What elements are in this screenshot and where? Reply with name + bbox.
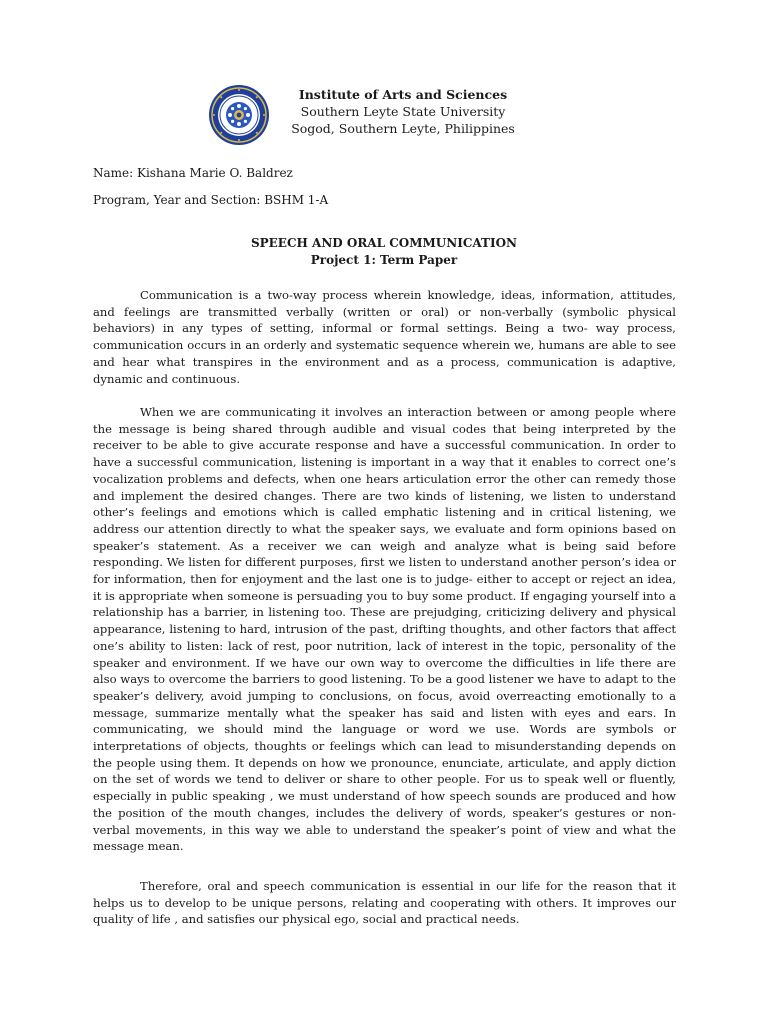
student-program: Program, Year and Section: BSHM 1-A xyxy=(93,193,329,207)
letterhead xyxy=(208,84,515,146)
letterhead-text xyxy=(288,86,518,137)
course-title: SPEECH AND ORAL COMMUNICATION xyxy=(250,236,518,250)
university-location: Sogod, Southern Leyte, Philippines xyxy=(291,121,515,136)
document-titles xyxy=(0,235,768,269)
project-title: Project 1: Term Paper xyxy=(310,253,458,267)
university-seal-icon xyxy=(208,84,270,146)
paragraph-1: Communication is a two-way process wherein knowledge, ideas, information, attitudes, and feelings are transmitted verbally (written or oral) or non-verbally (symbolic physical behaviors) in any types of setting, informal or formal settings. Being a two- way process, communication occurs in an orderly and systematic sequence wherein we, humans are able to see and hear what transpires in the environment and as a process, communication is adaptive, dynamic and continuous. xyxy=(93,288,676,386)
institute-name: Institute of Arts and Sciences xyxy=(298,87,508,102)
student-name: Name: Kishana Marie O. Baldrez xyxy=(93,166,293,180)
paragraph-3: Therefore, oral and speech communication is essential in our life for the reason that it helps us to develop to be unique persons, relating and cooperating with others. It improves our quality of life , and satisfies our physical ego, social and practical needs. xyxy=(93,879,676,927)
university-name: Southern Leyte State University xyxy=(300,104,506,119)
paragraph-2: When we are communicating it involves an interaction between or among people where the message is being shared through audible and visual codes that being interpreted by the receiver to be able to give accurate response and have a successful communication. In order to have a successful communication, listening is important in a way that it enables to correct one’s vocalization problems and defects, when one hears articulation error the other can remedy those and implement the desired changes. There are two kinds of listening, we listen to understand other’s feelings and emotions which is called emphatic listening and in critical listening, we address our attention directly to what the speaker says, we evaluate and form opinions based on speaker’s statement. As a receiver we can weigh and analyze what is being said before responding. We listen for different purposes, first we listen to understand another person’s idea or for information, then for enjoyment and the last one is to judge- either to accept or reject an idea, it is appropriate when someone is persuading you to buy some product. If engaging yourself into a relationship has a barrier, in listening too. These are prejudging, criticizing delivery and physical appearance, listening to hard, intrusion of the past, drifting thoughts, and other factors that affect one’s ability to listen: lack of rest, poor nutrition, lack of interest in the topic, personality of the speaker and environment. If we have our own way to overcome the difficulties in life there are also ways to overcome the barriers to good listening. To be a good listener we have to adapt to the speaker’s delivery, avoid jumping to conclusions, on focus, avoid overreacting emotionally to a message, summarize mentally what the speaker has said and listen with eyes and ears. In communicating, we should mind the language or word we use. Words are symbols or interpretations of objects, thoughts or feelings which can lead to misunderstanding depends on the people using them. It depends on how we pronounce, enunciate, articulate, and apply diction on the set of words we tend to deliver or share to other people. For us to speak well or fluently, especially in public speaking , we must understand of how speech sounds are produced and how the position of the mouth changes, includes the delivery of words, speaker’s gestures or non-verbal movements, in this way we able to understand the speaker’s point of view and what the message mean. xyxy=(93,405,676,854)
